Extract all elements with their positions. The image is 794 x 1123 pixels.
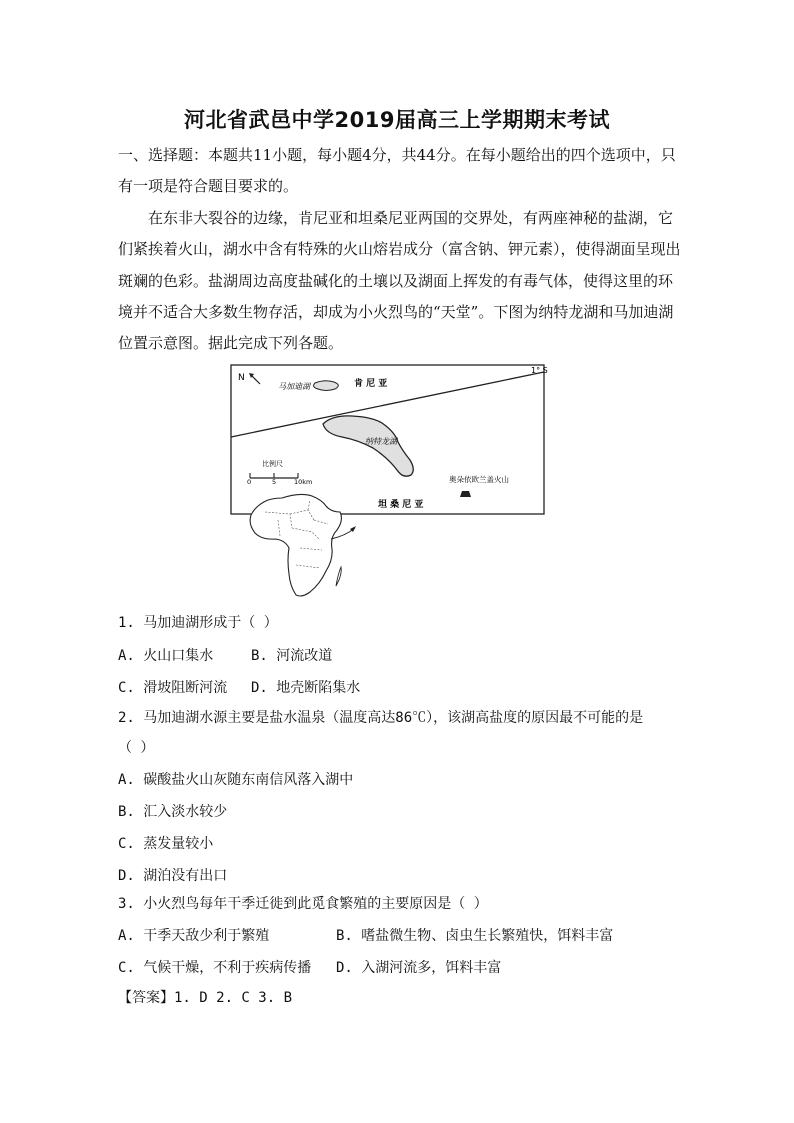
- question-2-stem-continuation: （ ）: [118, 740, 155, 756]
- option-1a: A. 火山口集水: [118, 648, 214, 664]
- option-1d: D. 地壳断陷集水: [251, 680, 361, 696]
- scale-tick-10km: 10km: [294, 478, 313, 486]
- latitude-label: 1° S: [531, 366, 548, 375]
- option-2d: D. 湖泊没有出口: [118, 868, 228, 884]
- question-2-stem: 2. 马加迪湖水源主要是盐水温泉（温度高达86℃），该湖高盐度的原因最不可能的是: [118, 710, 644, 726]
- north-arrow-icon: [251, 375, 260, 384]
- option-1b: B. 河流改道: [251, 648, 333, 664]
- option-3c: C. 气候干燥，不利于疾病传播: [118, 960, 312, 976]
- question-3-stem: 3. 小火烈鸟每年干季迁徙到此觅食繁殖的主要原因是（ ）: [118, 896, 488, 912]
- section-intro: 一、选择题：本题共11小题，每小题4分，共44分。在每小题给出的四个选项中，只有一项是符合题目要求的。: [118, 146, 676, 196]
- option-2b: B. 汇入淡水较少: [118, 804, 228, 820]
- option-3b: B. 嗜盐微生物、卤虫生长繁殖快，饵料丰富: [336, 928, 614, 944]
- option-3a: A. 干季天敌少利于繁殖: [118, 928, 270, 944]
- north-label: N: [238, 373, 245, 383]
- option-2a: A. 碳酸盐火山灰随东南信风落入湖中: [118, 772, 354, 788]
- lake-magadi-label: 马加迪湖: [278, 382, 310, 391]
- lake-natron-shape: [323, 416, 413, 476]
- passage-text: 在东非大裂谷的边缘，肯尼亚和坦桑尼亚两国的交界处，有两座神秘的盐湖，它们紧挨着火山，湖水中含有特殊的火山熔岩成分（富含钠、钾元素），使得湖面呈现出斑斓的色彩。盐湖周边高度盐碱化的土壤以及湖面上挥发的有毒气体，使得这里的环境并不适合大多数生物存活，却成为小火烈鸟的“天堂”。下图为纳特龙湖和马加迪湖位置示意图。据此完成下列各题。: [118, 209, 681, 353]
- volcano-icon: [460, 491, 471, 497]
- location-map: [230, 360, 546, 606]
- answer-key: 【答案】1. D 2. C 3. B: [118, 990, 293, 1006]
- option-1c: C. 滑坡阻断河流: [118, 680, 228, 696]
- option-3d: D. 入湖河流多，饵料丰富: [336, 960, 502, 976]
- scale-tick-5: 5: [272, 478, 277, 486]
- scale-tick-0: 0: [247, 478, 252, 486]
- lake-magadi-shape: [314, 381, 339, 391]
- volcano-label: 奥朵依欧兰盖火山: [449, 475, 509, 484]
- scale-title: 比例尺: [262, 460, 283, 468]
- tanzania-label: 坦 桑 尼 亚: [378, 500, 424, 510]
- lake-natron-label: 纳特龙湖: [365, 437, 397, 446]
- document-title: 河北省武邑中学2019届高三上学期期末考试: [184, 108, 610, 132]
- madagascar-outline: [336, 567, 341, 586]
- question-1-stem: 1. 马加迪湖形成于（ ）: [118, 615, 278, 631]
- kenya-label: 肯 尼 亚: [354, 379, 388, 389]
- africa-outline: [250, 494, 341, 596]
- option-2c: C. 蒸发量较小: [118, 836, 214, 852]
